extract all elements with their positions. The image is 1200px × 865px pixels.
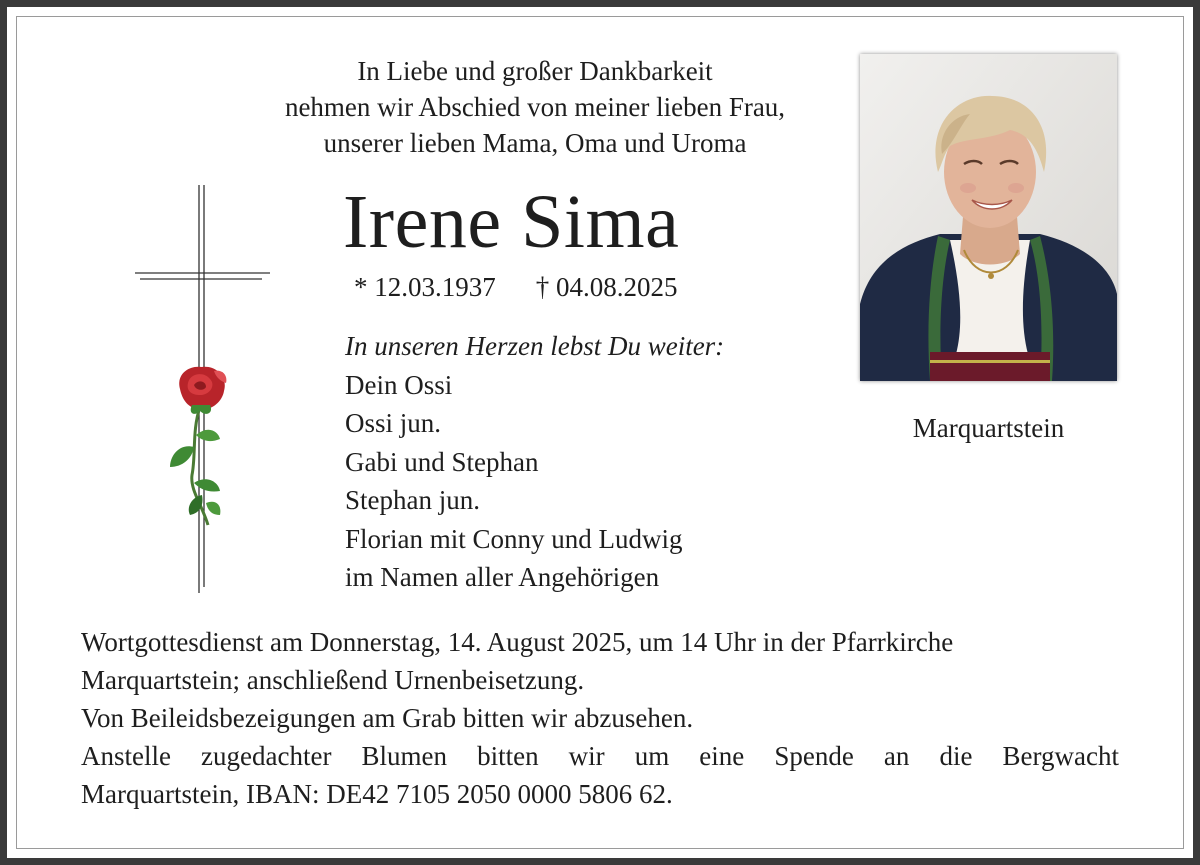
notice-line: Wortgottesdienst am Donnerstag, 14. August 2025, um 14 Uhr in der Pfarrkirche <box>81 627 954 657</box>
intro-text <box>207 53 863 161</box>
notice-line: Marquartstein; anschließend Urnenbeisetzung. <box>81 665 585 695</box>
cross-with-rose-icon <box>122 185 272 597</box>
mourner-name: im Namen aller Angehörigen <box>345 562 660 592</box>
mourner-name: Gabi und Stephan <box>345 446 539 477</box>
mourners-list <box>345 327 724 597</box>
portrait-photo <box>860 54 1117 381</box>
deceased-name: Irene Sima <box>343 180 680 264</box>
service-notice <box>81 623 1119 813</box>
death-date: † 04.08.2025 <box>535 272 678 302</box>
intro-line: unserer lieben Mama, Oma und Uroma <box>323 128 747 158</box>
mourner-name: Ossi jun. <box>345 408 442 438</box>
notice-line: Anstelle zugedachter Blumen bitten wir um eine Spende an die Bergwacht <box>81 741 1119 771</box>
place-label: Marquartstein <box>912 413 1065 443</box>
motto: In unseren Herzen lebst Du weiter: <box>345 331 725 361</box>
intro-line: In Liebe und großer Dankbarkeit <box>357 56 713 86</box>
mourner-name: Florian mit Conny und Ludwig <box>345 523 683 554</box>
notice-line: Marquartstein, IBAN: DE42 7105 2050 0000 5806 62. <box>81 779 673 809</box>
notice-line: Von Beileidsbezeigungen am Grab bitten wir abzusehen. <box>81 703 694 733</box>
obituary-card <box>7 7 1193 858</box>
intro-line: nehmen wir Abschied von meiner lieben Frau, <box>284 92 786 122</box>
life-dates <box>354 270 678 304</box>
birth-date: * 12.03.1937 <box>354 272 496 302</box>
mourner-name: Stephan jun. <box>345 485 480 515</box>
mourner-name: Dein Ossi <box>345 369 453 400</box>
